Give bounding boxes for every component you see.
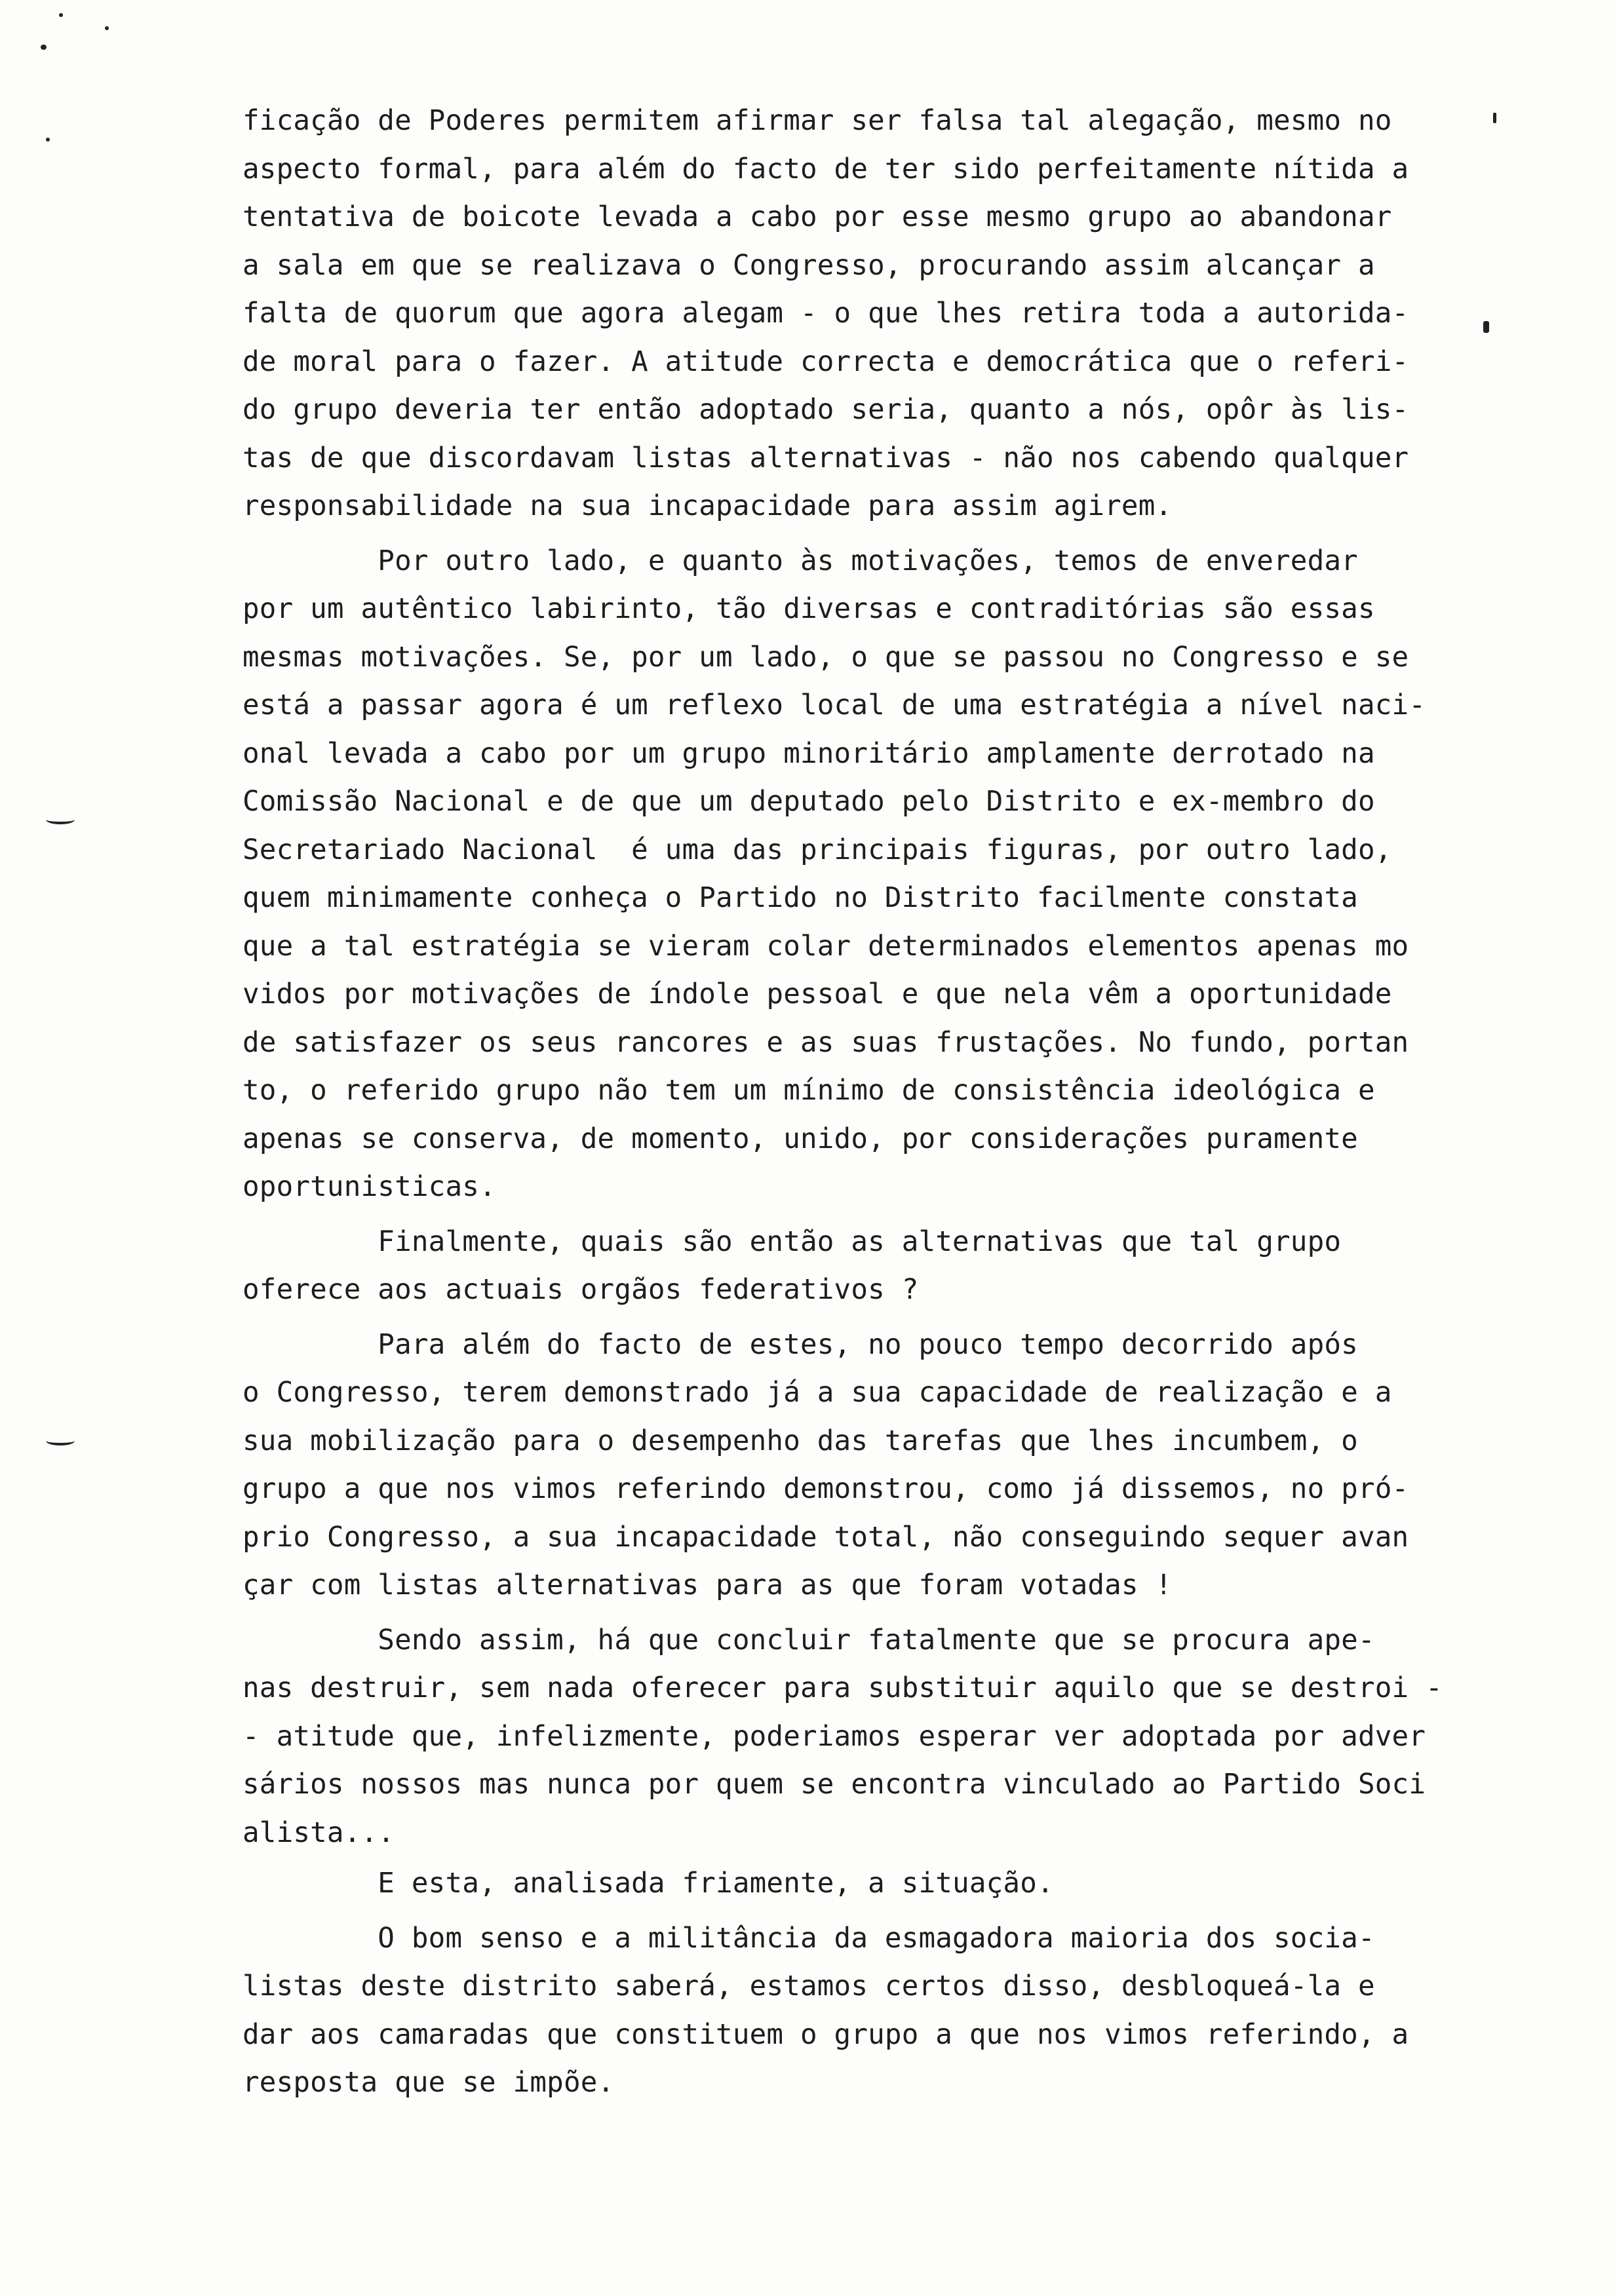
paragraph <box>243 1860 1488 1908</box>
scan-speck <box>1493 113 1496 123</box>
text-line: quem minimamente conheça o Partido no Distrito facilmente constata <box>243 882 1358 914</box>
text-line: por um autêntico labirinto, tão diversas e contraditórias são essas <box>243 593 1375 625</box>
text-line: a sala em que se realizava o Congresso, procurando assim alcançar a <box>243 249 1375 282</box>
text-line: o Congresso, terem demonstrado já a sua capacidade de realização e a <box>243 1377 1392 1409</box>
text-line: Sendo assim, há que concluir fatalmente que se procura ape- <box>243 1624 1375 1656</box>
text-line: mesmas motivações. Se, por um lado, o que se passou no Congresso e se <box>243 641 1409 674</box>
punch-mark <box>46 1436 75 1445</box>
text-line: Finalmente, quais são então as alternativas que tal grupo <box>243 1225 1342 1258</box>
text-line: falta de quorum que agora alegam - o que lhes retira toda a autorida- <box>243 297 1409 330</box>
text-line: sua mobilização para o desempenho das tarefas que lhes incumbem, o <box>243 1425 1358 1457</box>
text-line: E esta, analisada friamente, a situação. <box>243 1867 1054 1900</box>
paragraph <box>243 1915 1488 2107</box>
text-line: oferece aos actuais orgãos federativos ? <box>243 1274 919 1306</box>
text-line: tas de que discordavam listas alternativas - não nos cabendo qualquer <box>243 442 1409 474</box>
text-line: nas destruir, sem nada oferecer para substituir aquilo que se destroi - <box>243 1672 1443 1704</box>
text-line: prio Congresso, a sua incapacidade total, não conseguindo sequer avan <box>243 1521 1409 1554</box>
paragraph <box>243 1617 1488 1858</box>
text-line: - atitude que, infelizmente, poderiamos esperar ver adoptada por adver <box>243 1720 1426 1753</box>
typewritten-text <box>243 97 1488 2107</box>
text-line: do grupo deveria ter então adoptado seria, quanto a nós, opôr às lis- <box>243 394 1409 426</box>
paragraph <box>243 97 1488 531</box>
text-line: está a passar agora é um reflexo local de uma estratégia a nível naci- <box>243 689 1426 721</box>
text-line: sários nossos mas nunca por quem se encontra vinculado ao Partido Soci <box>243 1769 1426 1801</box>
text-line: apenas se conserva, de momento, unido, por considerações puramente <box>243 1122 1358 1155</box>
text-line: listas deste distrito saberá, estamos certos disso, desbloqueá-la e <box>243 1970 1375 2002</box>
text-line: onal levada a cabo por um grupo minoritário amplamente derrotado na <box>243 737 1375 770</box>
text-line: O bom senso e a militância da esmagadora maioria dos socia- <box>243 1922 1375 1955</box>
text-line: oportunisticas. <box>243 1171 496 1203</box>
punch-mark <box>46 815 75 824</box>
paragraph <box>243 537 1488 1212</box>
text-line: de satisfazer os seus rancores e as suas frustações. No fundo, portan <box>243 1026 1409 1059</box>
text-line: responsabilidade na sua incapacidade para assim agirem. <box>243 490 1173 522</box>
paragraph <box>243 1218 1488 1314</box>
text-line: ficação de Poderes permitem afirmar ser falsa tal alegação, mesmo no <box>243 105 1392 137</box>
text-line: resposta que se impõe. <box>243 2067 615 2099</box>
text-line: dar aos camaradas que constituem o grupo a que nos vimos referindo, a <box>243 2018 1409 2051</box>
scan-speck <box>46 138 50 142</box>
text-line: de moral para o fazer. A atitude correcta e democrática que o referi- <box>243 345 1409 378</box>
text-line: Por outro lado, e quanto às motivações, temos de enveredar <box>243 545 1358 577</box>
text-line: que a tal estratégia se vieram colar determinados elementos apenas mo <box>243 930 1409 963</box>
text-line: Comissão Nacional e de que um deputado pelo Distrito e ex-membro do <box>243 786 1375 818</box>
text-line: grupo a que nos vimos referindo demonstrou, como já dissemos, no pró- <box>243 1473 1409 1505</box>
text-line: alista... <box>243 1816 395 1849</box>
text-line: Para além do facto de estes, no pouco tempo decorrido após <box>243 1328 1358 1361</box>
text-line: to, o referido grupo não tem um mínimo de consistência ideológica e <box>243 1075 1375 1107</box>
paragraph <box>243 1321 1488 1610</box>
scan-speck <box>59 13 63 17</box>
text-line: vidos por motivações de índole pessoal e que nela vêm a oportunidade <box>243 978 1392 1010</box>
text-line: Secretariado Nacional é uma das principais figuras, por outro lado, <box>243 833 1392 866</box>
text-line: tentativa de boicote levada a cabo por esse mesmo grupo ao abandonar <box>243 201 1392 233</box>
text-line: çar com listas alternativas para as que foram votadas ! <box>243 1569 1173 1601</box>
text-line: aspecto formal, para além do facto de ter sido perfeitamente nítida a <box>243 153 1409 185</box>
scan-speck <box>105 26 109 30</box>
scan-speck <box>41 45 47 50</box>
